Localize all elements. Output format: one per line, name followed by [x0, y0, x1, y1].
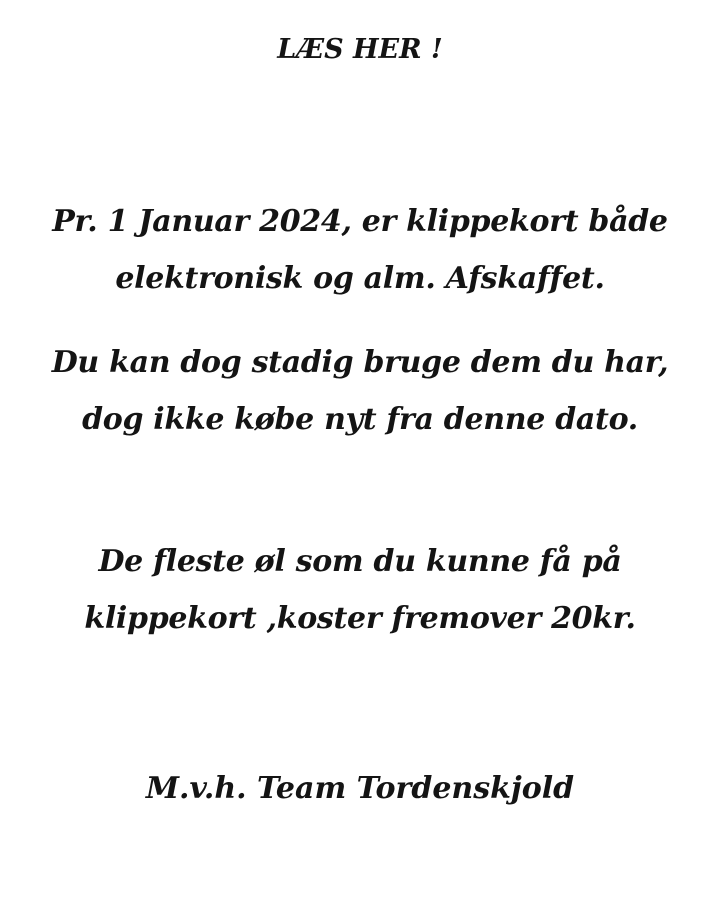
notice-paragraph-price: De fleste øl som du kunne få på klippekort ,koster fremover 20kr. [84, 544, 636, 636]
notice-title: LÆS HER ! [277, 34, 443, 65]
notice-signature: M.v.h. Team Tordenskjold [145, 771, 575, 806]
notice-paragraph-abolished: Pr. 1 Januar 2024, er klippekort både elektronisk og alm. Afskaffet. [52, 204, 668, 296]
notice-paragraph-still-valid: Du kan dog stadig bruge dem du har, dog ikke købe nyt fra denne dato. [51, 345, 669, 437]
